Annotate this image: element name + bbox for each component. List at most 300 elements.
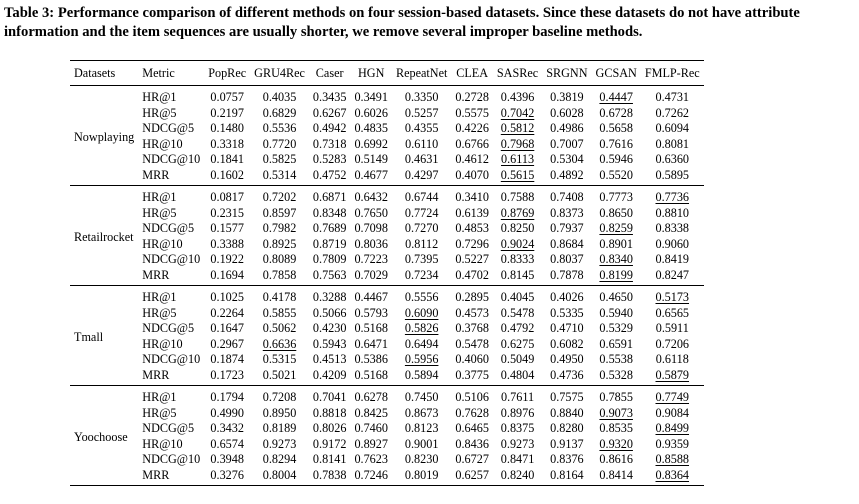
metric-value-cell: 0.8927 xyxy=(354,436,388,451)
dataset-name: Retailrocket xyxy=(74,229,134,244)
column-header: SASRec xyxy=(496,66,539,80)
metric-value-cell: 0.9273 xyxy=(500,436,535,451)
table-row xyxy=(70,152,704,168)
metric-value-cell: 0.7206 xyxy=(655,336,690,351)
metric-value-cell: 0.1922 xyxy=(210,252,244,266)
caption-label: Table 3: xyxy=(4,5,55,21)
column-header: GCSAN xyxy=(595,66,637,80)
metric-value-cell: 0.5168 xyxy=(354,367,388,382)
dataset-group xyxy=(70,86,704,186)
metric-value-cell: 0.7041 xyxy=(312,390,347,404)
metric-value-cell: 0.5173 xyxy=(655,290,690,304)
metric-value-cell: 0.5227 xyxy=(455,252,489,266)
metric-value-cell: 0.3768 xyxy=(455,321,489,335)
metric-value-cell: 0.8436 xyxy=(455,436,489,451)
metric-value-cell: 0.6992 xyxy=(354,136,388,151)
caption-text-line2: information and the item sequences are usually shorter, we remove several improper baseline methods. xyxy=(4,24,643,40)
table-row xyxy=(70,86,704,106)
metric-value-cell: 0.7246 xyxy=(354,467,388,482)
metric-value-cell: 0.4792 xyxy=(500,321,535,335)
metric-value-cell: 0.6574 xyxy=(210,436,244,451)
metric-value-cell: 0.4026 xyxy=(550,290,584,304)
metric-name: HR@1 xyxy=(142,190,177,204)
metric-value-cell: 0.4986 xyxy=(550,121,584,135)
metric-value-cell: 0.8250 xyxy=(500,221,535,235)
metric-value-cell: 0.4835 xyxy=(354,121,388,135)
metric-value-cell: 0.8189 xyxy=(262,421,297,435)
metric-value-cell: 0.5658 xyxy=(599,121,633,135)
table-row xyxy=(70,321,704,337)
metric-value-cell: 0.4396 xyxy=(500,90,535,104)
metric-value-cell: 0.6026 xyxy=(354,105,388,120)
metric-value-cell: 0.2264 xyxy=(210,305,244,320)
table-row xyxy=(70,252,704,268)
metric-value-cell: 0.7650 xyxy=(354,205,388,220)
metric-name: HR@1 xyxy=(142,290,177,304)
metric-value-cell: 0.4631 xyxy=(404,152,439,166)
metric-value-cell: 0.5386 xyxy=(354,352,388,366)
metric-value-cell: 0.4447 xyxy=(599,90,633,104)
metric-value-cell: 0.8145 xyxy=(500,267,535,282)
metric-value-cell: 0.5940 xyxy=(599,305,633,320)
table-row xyxy=(70,137,704,153)
metric-name: NDCG@5 xyxy=(142,221,195,235)
column-header: Caser xyxy=(315,66,344,80)
metric-value-cell: 0.8419 xyxy=(655,252,690,266)
column-header: CLEA xyxy=(456,66,489,80)
metric-value-cell: 0.8004 xyxy=(262,467,297,482)
metric-value-cell: 0.5812 xyxy=(500,121,535,135)
metric-value-cell: 0.6565 xyxy=(655,305,690,320)
metric-name: MRR xyxy=(142,267,170,282)
metric-value-cell: 0.6094 xyxy=(655,121,690,135)
metric-value-cell: 0.4702 xyxy=(455,267,489,282)
table-row xyxy=(70,286,704,306)
metric-value-cell: 0.6591 xyxy=(599,336,633,351)
table-row xyxy=(70,121,704,137)
metric-name: NDCG@5 xyxy=(142,121,195,135)
metric-value-cell: 0.4731 xyxy=(655,90,690,104)
metric-value-cell: 0.2197 xyxy=(210,105,244,120)
metric-value-cell: 0.4710 xyxy=(550,321,584,335)
table-row xyxy=(70,337,704,353)
metric-name: HR@10 xyxy=(142,436,183,451)
metric-value-cell: 0.7098 xyxy=(354,221,388,235)
metric-value-cell: 0.8026 xyxy=(312,421,347,435)
metric-value-cell: 0.8840 xyxy=(550,405,584,420)
metric-value-cell: 0.5615 xyxy=(500,167,535,182)
metric-value-cell: 0.8364 xyxy=(655,467,690,482)
metric-value-cell: 0.8259 xyxy=(599,221,633,235)
metric-value-cell: 0.8037 xyxy=(550,252,584,266)
table-row xyxy=(70,237,704,253)
metric-value-cell: 0.5062 xyxy=(262,321,297,335)
metric-name: MRR xyxy=(142,367,170,382)
metric-value-cell: 0.8199 xyxy=(599,267,633,282)
metric-name: NDCG@5 xyxy=(142,421,195,435)
metric-name: NDCG@10 xyxy=(142,452,201,466)
metric-value-cell: 0.7395 xyxy=(404,252,439,266)
metric-value-cell: 0.9024 xyxy=(500,236,535,251)
table-row xyxy=(70,421,704,437)
metric-value-cell: 0.8684 xyxy=(550,236,584,251)
metric-value-cell: 0.1874 xyxy=(210,352,244,366)
table-row xyxy=(70,186,704,206)
metric-name: NDCG@10 xyxy=(142,252,201,266)
metric-value-cell: 0.5894 xyxy=(404,367,439,382)
metric-value-cell: 0.4060 xyxy=(455,352,489,366)
metric-value-cell: 0.9001 xyxy=(404,436,439,451)
metric-value-cell: 0.4178 xyxy=(262,290,297,304)
caption-text-line1: Performance comparison of different methods on four session-based datasets. Since these datasets do not have attribute xyxy=(57,5,800,21)
metric-value-cell: 0.8499 xyxy=(655,421,690,435)
metric-value-cell: 0.8597 xyxy=(262,205,297,220)
dataset-group xyxy=(70,186,704,286)
metric-value-cell: 0.4650 xyxy=(599,290,633,304)
metric-value-cell: 0.8588 xyxy=(655,452,690,466)
metric-value-cell: 0.4853 xyxy=(455,221,489,235)
metric-value-cell: 0.1794 xyxy=(210,390,244,404)
metric-value-cell: 0.8535 xyxy=(599,421,633,435)
metric-value-cell: 0.8348 xyxy=(312,205,347,220)
metric-value-cell: 0.8901 xyxy=(599,236,633,251)
metric-value-cell: 0.7628 xyxy=(455,405,489,420)
metric-value-cell: 0.8673 xyxy=(404,405,439,420)
table-header-row xyxy=(70,61,704,86)
table-row xyxy=(70,437,704,453)
metric-value-cell: 0.7720 xyxy=(262,136,297,151)
metric-value-cell: 0.7296 xyxy=(455,236,489,251)
metric-name: HR@10 xyxy=(142,336,183,351)
metric-name: HR@5 xyxy=(142,305,177,320)
metric-value-cell: 0.6110 xyxy=(405,136,439,151)
metric-value-cell: 0.5520 xyxy=(599,167,633,182)
metric-name: HR@5 xyxy=(142,405,177,420)
metric-value-cell: 0.8616 xyxy=(599,452,633,466)
metric-value-cell: 0.3388 xyxy=(210,236,244,251)
metric-value-cell: 0.5895 xyxy=(655,167,690,182)
metric-value-cell: 0.4990 xyxy=(210,405,244,420)
column-header: FMLP-Rec xyxy=(644,66,700,80)
metric-name: HR@5 xyxy=(142,205,177,220)
metric-value-cell: 0.5106 xyxy=(455,390,489,404)
metric-value-cell: 0.6257 xyxy=(455,467,489,482)
metric-value-cell: 0.6090 xyxy=(404,305,439,320)
metric-value-cell: 0.1025 xyxy=(210,290,244,304)
table-row xyxy=(70,206,704,222)
metric-value-cell: 0.8240 xyxy=(500,467,535,482)
metric-value-cell: 0.5879 xyxy=(655,367,690,382)
table-row xyxy=(70,452,704,468)
metric-value-cell: 0.8338 xyxy=(655,221,690,235)
metric-value-cell: 0.3491 xyxy=(354,90,388,104)
metric-value-cell: 0.4892 xyxy=(550,167,584,182)
metric-value-cell: 0.5536 xyxy=(262,121,297,135)
metric-value-cell: 0.8294 xyxy=(262,452,297,466)
metric-value-cell: 0.7773 xyxy=(599,190,633,204)
metric-name: HR@10 xyxy=(142,136,183,151)
dataset-name: Yoochoose xyxy=(74,429,128,444)
metric-value-cell: 0.8280 xyxy=(550,421,584,435)
metric-value-cell: 0.8247 xyxy=(655,267,690,282)
metric-name: HR@5 xyxy=(142,105,177,120)
metric-value-cell: 0.9320 xyxy=(599,436,633,451)
table-row xyxy=(70,221,704,237)
metric-value-cell: 0.7855 xyxy=(599,390,633,404)
column-header: GRU4Rec xyxy=(254,66,305,80)
dataset-name: Nowplaying xyxy=(74,129,135,144)
metric-value-cell: 0.7588 xyxy=(500,190,535,204)
metric-value-cell: 0.7749 xyxy=(655,390,690,404)
metric-value-cell: 0.5826 xyxy=(404,321,439,335)
metric-value-cell: 0.7968 xyxy=(500,136,535,151)
metric-value-cell: 0.5825 xyxy=(262,152,297,166)
metric-value-cell: 0.9060 xyxy=(655,236,690,251)
metric-value-cell: 0.8950 xyxy=(262,405,297,420)
table-row xyxy=(70,352,704,368)
metric-value-cell: 0.6278 xyxy=(354,390,388,404)
dataset-group xyxy=(70,386,704,486)
metric-value-cell: 0.1602 xyxy=(210,167,244,182)
column-header: Metric xyxy=(142,66,175,80)
metric-value-cell: 0.4513 xyxy=(312,352,347,366)
metric-value-cell: 0.6275 xyxy=(500,336,535,351)
metric-value-cell: 0.8340 xyxy=(599,252,633,266)
metric-value-cell: 0.4950 xyxy=(550,352,584,366)
metric-value-cell: 0.3350 xyxy=(404,90,439,104)
metric-value-cell: 0.5304 xyxy=(550,152,584,166)
metric-value-cell: 0.9273 xyxy=(262,436,297,451)
metric-value-cell: 0.5314 xyxy=(262,167,297,182)
metric-value-cell: 0.3819 xyxy=(550,90,584,104)
metric-value-cell: 0.8925 xyxy=(262,236,297,251)
metric-value-cell: 0.7460 xyxy=(354,421,388,435)
metric-value-cell: 0.6113 xyxy=(501,152,535,166)
metric-value-cell: 0.2895 xyxy=(455,290,489,304)
metric-value-cell: 0.5911 xyxy=(655,321,689,335)
metric-value-cell: 0.8373 xyxy=(550,205,584,220)
metric-value-cell: 0.6082 xyxy=(550,336,584,351)
metric-value-cell: 0.4355 xyxy=(404,121,439,135)
metric-value-cell: 0.9084 xyxy=(655,405,690,420)
metric-value-cell: 0.7223 xyxy=(354,252,388,266)
metric-value-cell: 0.4297 xyxy=(404,167,439,182)
metric-value-cell: 0.5943 xyxy=(312,336,347,351)
metric-value-cell: 0.7270 xyxy=(404,221,439,235)
metric-value-cell: 0.4467 xyxy=(354,290,388,304)
metric-value-cell: 0.1577 xyxy=(210,221,244,235)
table-row xyxy=(70,268,704,286)
metric-value-cell: 0.7838 xyxy=(312,467,347,482)
metric-value-cell: 0.3775 xyxy=(455,367,489,382)
metric-value-cell: 0.7208 xyxy=(262,390,297,404)
metric-value-cell: 0.8471 xyxy=(500,452,535,466)
metric-value-cell: 0.8976 xyxy=(500,405,535,420)
metric-value-cell: 0.7575 xyxy=(550,390,584,404)
metric-value-cell: 0.8650 xyxy=(599,205,633,220)
metric-value-cell: 0.8230 xyxy=(404,452,439,466)
metric-value-cell: 0.7736 xyxy=(655,190,690,204)
metric-value-cell: 0.2728 xyxy=(455,90,489,104)
column-header: Datasets xyxy=(74,66,116,80)
metric-value-cell: 0.6028 xyxy=(550,105,584,120)
metric-value-cell: 0.5257 xyxy=(404,105,439,120)
metric-value-cell: 0.8719 xyxy=(312,236,347,251)
table-row xyxy=(70,106,704,122)
metric-name: MRR xyxy=(142,167,170,182)
metric-value-cell: 0.3948 xyxy=(210,452,244,466)
metric-value-cell: 0.8769 xyxy=(500,205,535,220)
metric-value-cell: 0.5328 xyxy=(599,367,633,382)
metric-value-cell: 0.9172 xyxy=(312,436,347,451)
metric-value-cell: 0.8164 xyxy=(550,467,584,482)
metric-value-cell: 0.4677 xyxy=(354,167,388,182)
metric-value-cell: 0.7042 xyxy=(500,105,535,120)
metric-value-cell: 0.5335 xyxy=(550,305,584,320)
metric-value-cell: 0.7611 xyxy=(501,390,535,404)
metric-value-cell: 0.5793 xyxy=(354,305,388,320)
metric-value-cell: 0.6360 xyxy=(655,152,690,166)
metric-value-cell: 0.8089 xyxy=(262,252,297,266)
metric-value-cell: 0.8112 xyxy=(405,236,439,251)
metric-value-cell: 0.7234 xyxy=(404,267,439,282)
metric-name: NDCG@10 xyxy=(142,152,201,166)
metric-value-cell: 0.8123 xyxy=(404,421,439,435)
metric-value-cell: 0.6267 xyxy=(312,105,347,120)
metric-value-cell: 0.4230 xyxy=(312,321,347,335)
metric-value-cell: 0.7262 xyxy=(655,105,690,120)
metric-value-cell: 0.7616 xyxy=(599,136,633,151)
results-table xyxy=(70,60,704,486)
metric-value-cell: 0.4209 xyxy=(312,367,347,382)
metric-value-cell: 0.4070 xyxy=(455,167,489,182)
metric-value-cell: 0.8375 xyxy=(500,421,535,435)
metric-value-cell: 0.5066 xyxy=(312,305,347,320)
metric-value-cell: 0.5956 xyxy=(404,352,439,366)
metric-value-cell: 0.6139 xyxy=(455,205,489,220)
metric-value-cell: 0.3435 xyxy=(312,90,347,104)
metric-value-cell: 0.4612 xyxy=(455,152,489,166)
metric-value-cell: 0.1480 xyxy=(210,121,244,135)
metric-value-cell: 0.3318 xyxy=(210,136,244,151)
metric-value-cell: 0.9359 xyxy=(655,436,690,451)
metric-value-cell: 0.7029 xyxy=(354,267,388,282)
metric-value-cell: 0.1723 xyxy=(210,367,244,382)
table-caption xyxy=(4,4,855,42)
metric-value-cell: 0.0817 xyxy=(210,190,244,204)
metric-value-cell: 0.6744 xyxy=(404,190,439,204)
metric-value-cell: 0.7809 xyxy=(312,252,347,266)
metric-value-cell: 0.7623 xyxy=(354,452,388,466)
metric-value-cell: 0.4573 xyxy=(455,305,489,320)
metric-value-cell: 0.6432 xyxy=(354,190,388,204)
metric-value-cell: 0.5575 xyxy=(455,105,489,120)
metric-value-cell: 0.3288 xyxy=(312,290,347,304)
metric-value-cell: 0.7878 xyxy=(550,267,584,282)
metric-value-cell: 0.9073 xyxy=(599,405,633,420)
column-header: SRGNN xyxy=(546,66,588,80)
metric-value-cell: 0.2315 xyxy=(210,205,244,220)
metric-value-cell: 0.7202 xyxy=(262,190,297,204)
metric-value-cell: 0.7007 xyxy=(550,136,584,151)
metric-value-cell: 0.4045 xyxy=(500,290,535,304)
metric-value-cell: 0.5329 xyxy=(599,321,633,335)
metric-value-cell: 0.9137 xyxy=(550,436,584,451)
metric-value-cell: 0.7937 xyxy=(550,221,584,235)
table-row xyxy=(70,406,704,422)
metric-value-cell: 0.5021 xyxy=(262,367,297,382)
metric-value-cell: 0.5315 xyxy=(262,352,297,366)
metric-value-cell: 0.4226 xyxy=(455,121,489,135)
metric-value-cell: 0.7408 xyxy=(550,190,584,204)
column-header: HGN xyxy=(357,66,385,80)
metric-value-cell: 0.5556 xyxy=(404,290,439,304)
metric-value-cell: 0.8141 xyxy=(312,452,347,466)
metric-value-cell: 0.6636 xyxy=(262,336,297,351)
metric-value-cell: 0.7724 xyxy=(404,205,439,220)
metric-value-cell: 0.0757 xyxy=(210,90,244,104)
metric-value-cell: 0.5168 xyxy=(354,321,388,335)
metric-value-cell: 0.8019 xyxy=(404,467,439,482)
metric-value-cell: 0.3410 xyxy=(455,190,489,204)
metric-name: HR@1 xyxy=(142,90,177,104)
metric-value-cell: 0.8081 xyxy=(655,136,690,151)
metric-value-cell: 0.4035 xyxy=(262,90,297,104)
column-header: PopRec xyxy=(208,66,247,80)
table-row xyxy=(70,168,704,186)
metric-value-cell: 0.8425 xyxy=(354,405,388,420)
metric-value-cell: 0.1841 xyxy=(210,152,244,166)
metric-value-cell: 0.6471 xyxy=(354,336,388,351)
metric-name: NDCG@10 xyxy=(142,352,201,366)
metric-value-cell: 0.7689 xyxy=(312,221,347,235)
metric-value-cell: 0.7450 xyxy=(404,390,439,404)
metric-value-cell: 0.6728 xyxy=(599,105,633,120)
metric-value-cell: 0.7982 xyxy=(262,221,297,235)
metric-value-cell: 0.1647 xyxy=(210,321,244,335)
table-row xyxy=(70,468,704,486)
metric-value-cell: 0.4804 xyxy=(500,367,535,382)
metric-value-cell: 0.4736 xyxy=(550,367,584,382)
dataset-group xyxy=(70,286,704,386)
metric-value-cell: 0.6494 xyxy=(404,336,439,351)
metric-value-cell: 0.6829 xyxy=(262,105,297,120)
metric-value-cell: 0.6766 xyxy=(455,136,489,151)
metric-value-cell: 0.5855 xyxy=(262,305,297,320)
metric-name: HR@1 xyxy=(142,390,177,404)
metric-value-cell: 0.6871 xyxy=(312,190,347,204)
metric-name: NDCG@5 xyxy=(142,321,195,335)
metric-value-cell: 0.1694 xyxy=(210,267,244,282)
column-header: RepeatNet xyxy=(395,66,448,80)
metric-value-cell: 0.8414 xyxy=(599,467,633,482)
metric-value-cell: 0.5946 xyxy=(599,152,633,166)
metric-name: MRR xyxy=(142,467,170,482)
table-row xyxy=(70,386,704,406)
metric-name: HR@10 xyxy=(142,236,183,251)
metric-value-cell: 0.6465 xyxy=(455,421,489,435)
metric-value-cell: 0.5283 xyxy=(312,152,347,166)
metric-value-cell: 0.7858 xyxy=(262,267,297,282)
metric-value-cell: 0.2967 xyxy=(210,336,244,351)
table-row xyxy=(70,306,704,322)
table-row xyxy=(70,368,704,386)
metric-value-cell: 0.7563 xyxy=(312,267,347,282)
metric-value-cell: 0.5149 xyxy=(354,152,388,166)
metric-value-cell: 0.6118 xyxy=(655,352,689,366)
metric-value-cell: 0.8818 xyxy=(312,405,347,420)
metric-value-cell: 0.4942 xyxy=(312,121,347,135)
